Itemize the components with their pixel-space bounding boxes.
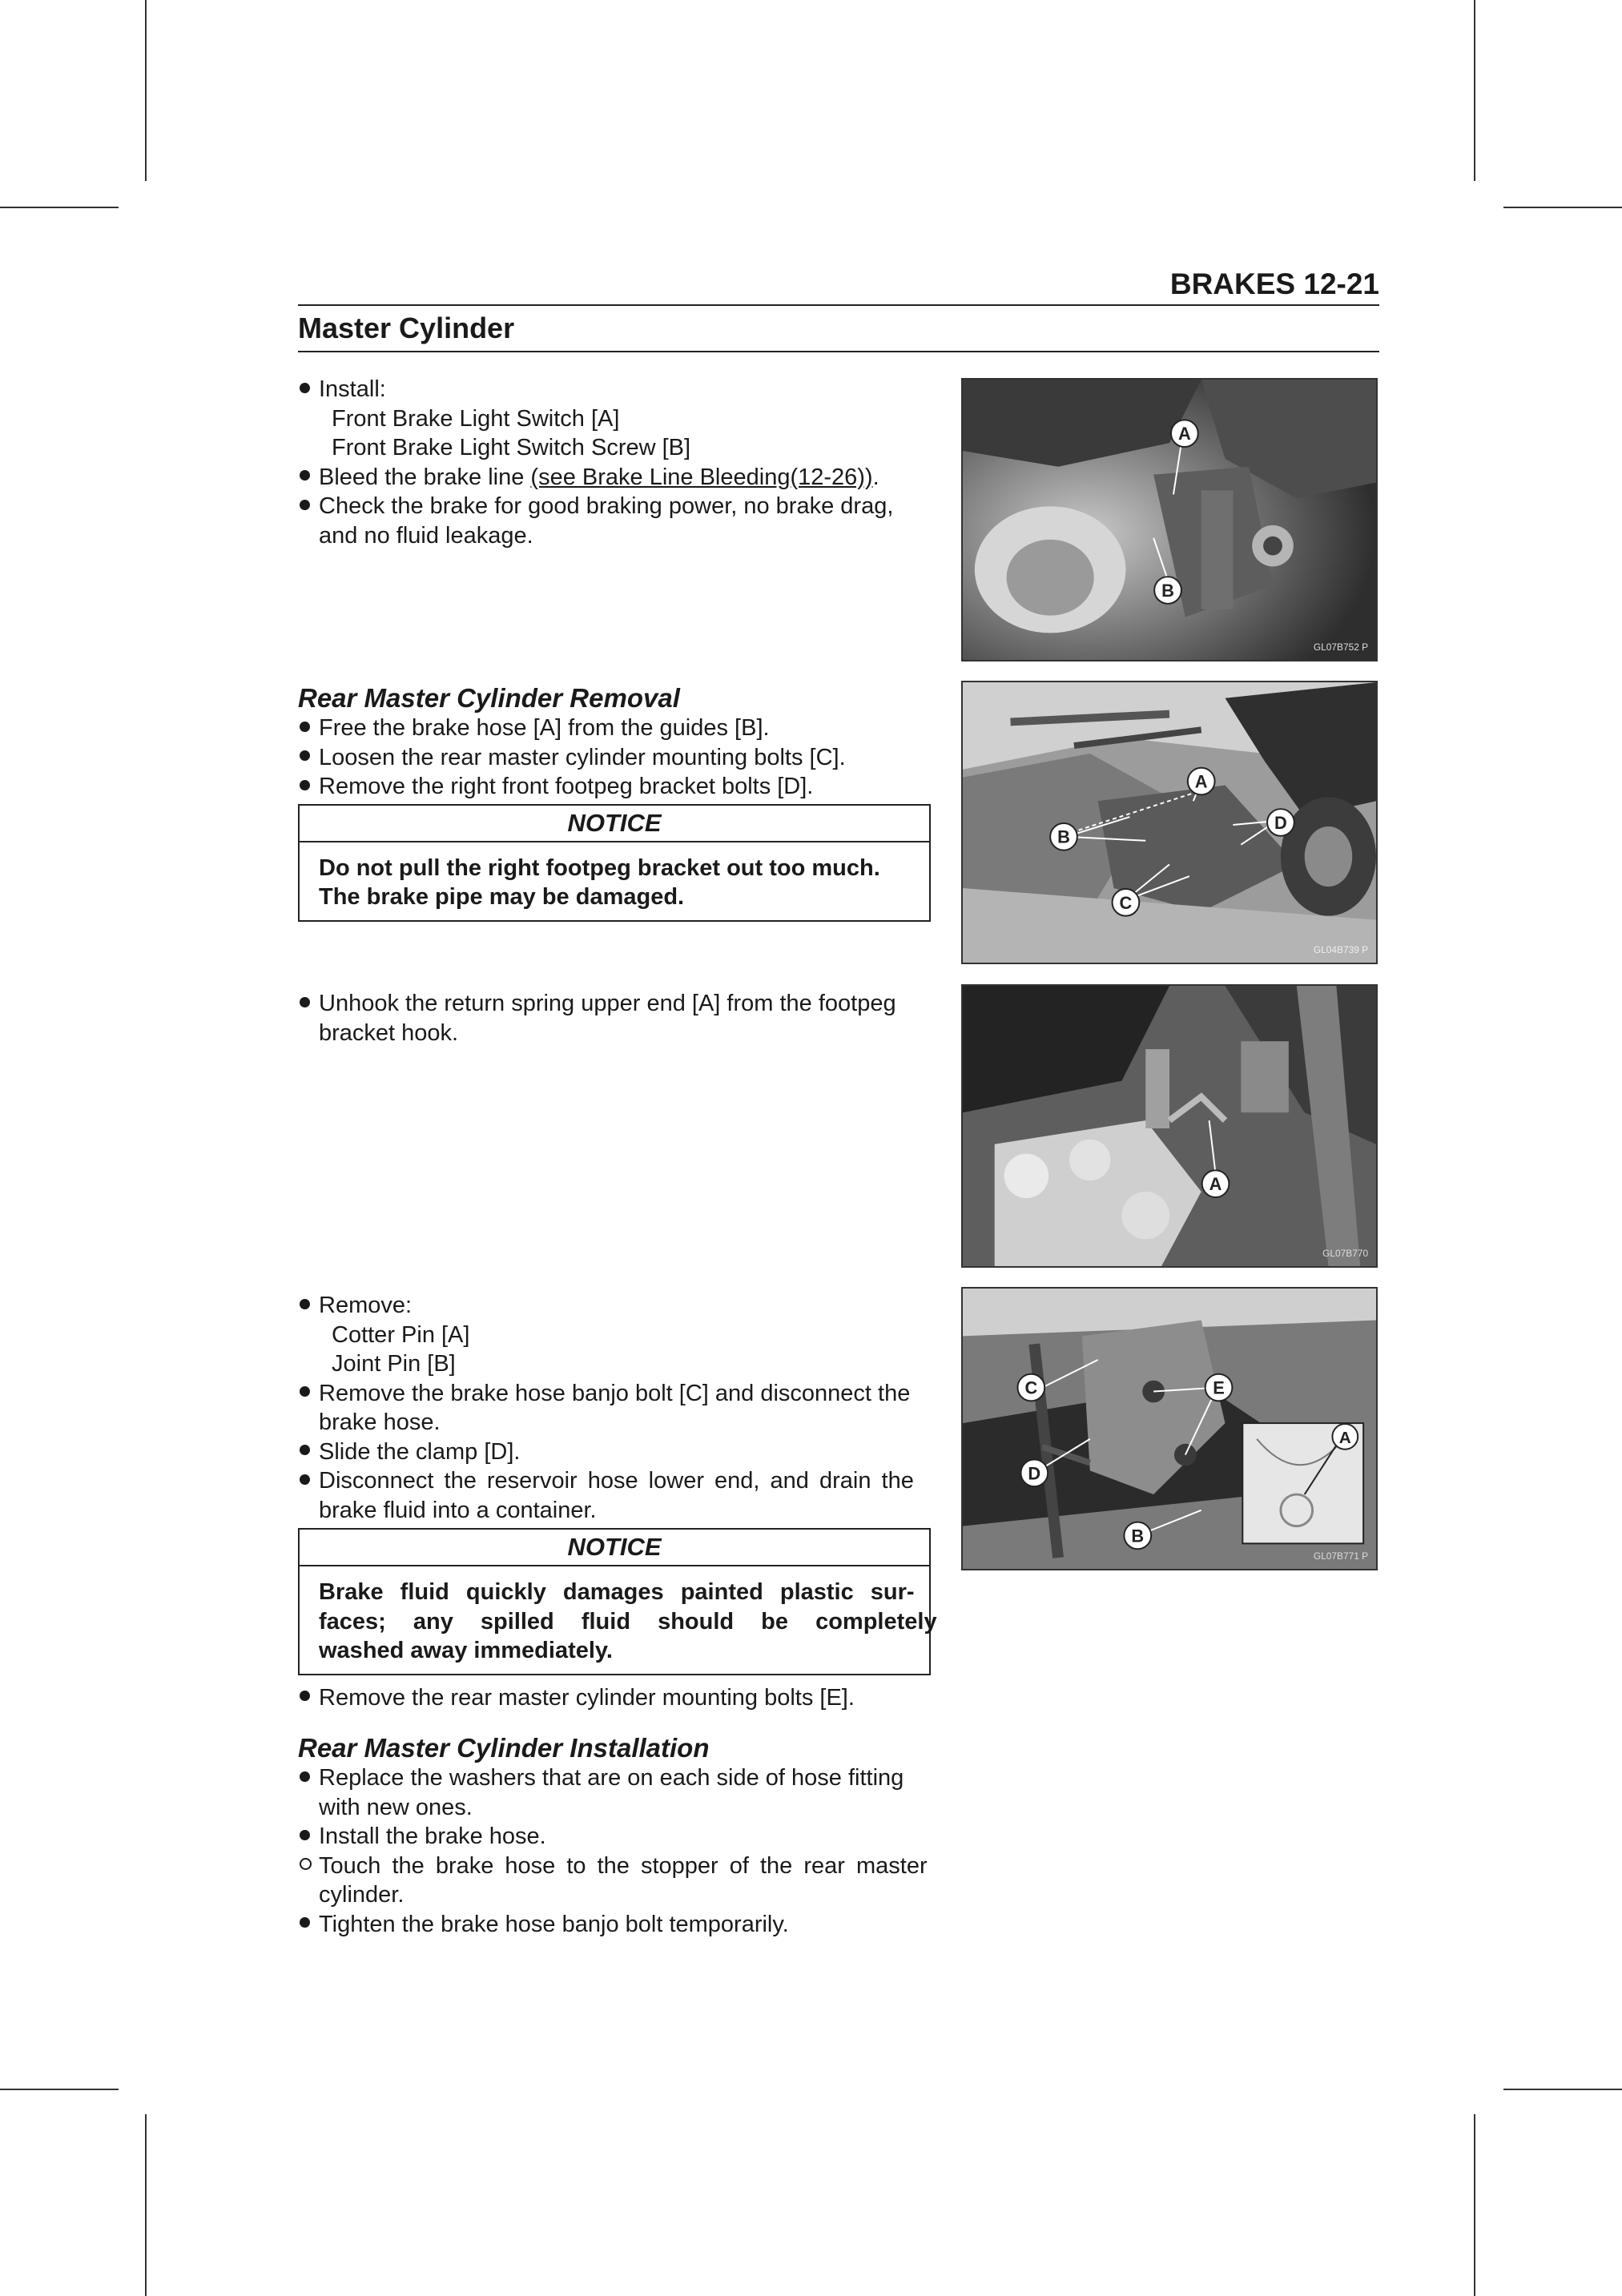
bullet-icon [300,383,310,393]
list-item: Replace the washers that are on each side of hose fitting with new ones. [298,1763,931,1822]
unhook-block [298,989,931,1047]
crop-mark [0,207,119,208]
bullet-icon [300,1691,310,1701]
bullet-icon [300,1917,310,1928]
photo-code: GL07B752 P [1313,641,1369,653]
list-subitem: Joint Pin [B] [332,1351,456,1377]
photo-brake-light-switch [961,378,1378,661]
installation-block [298,1733,931,1939]
list-item: Loosen the rear master cylinder mounting bolts [C]. [298,743,931,773]
section-number: BRAKES 12-21 [1169,267,1379,300]
bullet-icon [300,997,310,1007]
notice-text: Do not pull the right footpeg bracket out too much. The brake pipe may be damaged. [319,854,880,910]
crop-mark [1503,2089,1622,2090]
notice-title: NOTICE [300,806,929,842]
photo-label-b: B [1131,1526,1145,1546]
bullet-icon [300,722,310,732]
list-item: Tighten the brake hose banjo bolt temporarily. [298,1910,931,1940]
list-item: Unhook the return spring upper end [A] from the footpeg bracket hook. [298,989,931,1047]
photo-label-c: C [1024,1377,1038,1398]
list-item: Remove the right front footpeg bracket bolts [D]. [298,772,931,802]
bullet-icon [300,1771,310,1782]
list-item: Install: [298,375,931,404]
brake-line-bleeding-link[interactable]: (see Brake Line Bleeding(12-26)) [530,464,873,490]
photo-label-b: B [1161,580,1174,601]
list-item: Slide the clamp [D]. [298,1438,931,1467]
crop-mark [1503,207,1622,208]
photo-label-a: A [1194,771,1208,792]
list-item: Disconnect the reservoir hose lower end, and drain the brake fluid into a container. [298,1466,931,1525]
list-item: Touch the brake hose to the stopper of the rear master cylinder. [298,1852,931,1910]
crop-mark [145,2114,147,2296]
bullet-icon [300,780,310,790]
bullet-icon [300,750,310,761]
crop-mark [145,0,147,181]
photo-label-d: D [1274,812,1287,833]
photo-label-a: A [1177,424,1191,444]
bullet-icon [300,470,310,481]
list-subitem: Cotter Pin [A] [332,1321,470,1348]
title-rule [298,351,1379,352]
crop-mark [1474,2114,1475,2296]
photo-code: GL04B739 P [1313,944,1369,956]
list-subitem: Front Brake Light Switch Screw [B] [332,435,691,460]
remove-pins-block [298,1291,937,1712]
notice-box [298,1528,937,1675]
photo-master-cylinder [961,1287,1378,1570]
photo-code: GL07B771 P [1313,1550,1369,1562]
photo-label-d: D [1028,1463,1041,1484]
list-item: Free the brake hose [A] from the guides [B]. [298,714,931,743]
list-item: Bleed the brake line (see Brake Line Bleeding(12-26)). [298,463,931,493]
photo-label-e: E [1213,1377,1225,1398]
removal-heading: Rear Master Cylinder Removal [298,683,680,713]
photo-label-b: B [1057,826,1070,847]
notice-title: NOTICE [300,1530,929,1566]
photo-label-a: A [1209,1174,1222,1195]
notice-text: Brake fluid quickly damages painted plastic sur- faces; any spilled fluid should be completely washed away immediately. [319,1579,937,1663]
photo-code: GL07B770 [1322,1248,1369,1260]
sub-step-circle-icon [300,1858,312,1870]
crop-mark [0,2089,119,2090]
installation-heading: Rear Master Cylinder Installation [298,1733,710,1763]
bullet-icon [300,1386,310,1397]
photo-footpeg-bracket [961,681,1378,964]
list-subitem: Front Brake Light Switch [A] [332,405,620,432]
install-switch-block [298,375,931,550]
bullet-icon [300,1830,310,1840]
bullet-icon [300,1445,310,1455]
notice-box [298,804,931,922]
section-title: Master Cylinder [298,312,515,344]
list-item: Check the brake for good braking power, no brake drag, and no fluid leakage. [298,492,931,550]
list-item: Remove: [298,1291,931,1321]
list-item: Install the brake hose. [298,1822,931,1852]
bullet-icon [300,500,310,510]
bullet-icon [300,1474,310,1485]
page-header [298,264,1379,352]
photo-label-a: A [1338,1428,1351,1447]
photo-return-spring [961,984,1378,1268]
list-item: Remove the brake hose banjo bolt [C] and disconnect the brake hose. [298,1379,931,1438]
removal-block [298,683,931,922]
list-item: Remove the rear master cylinder mounting bolts [E]. [298,1683,931,1713]
crop-mark [1474,0,1475,181]
bullet-icon [300,1299,310,1309]
photo-label-c: C [1119,892,1133,913]
